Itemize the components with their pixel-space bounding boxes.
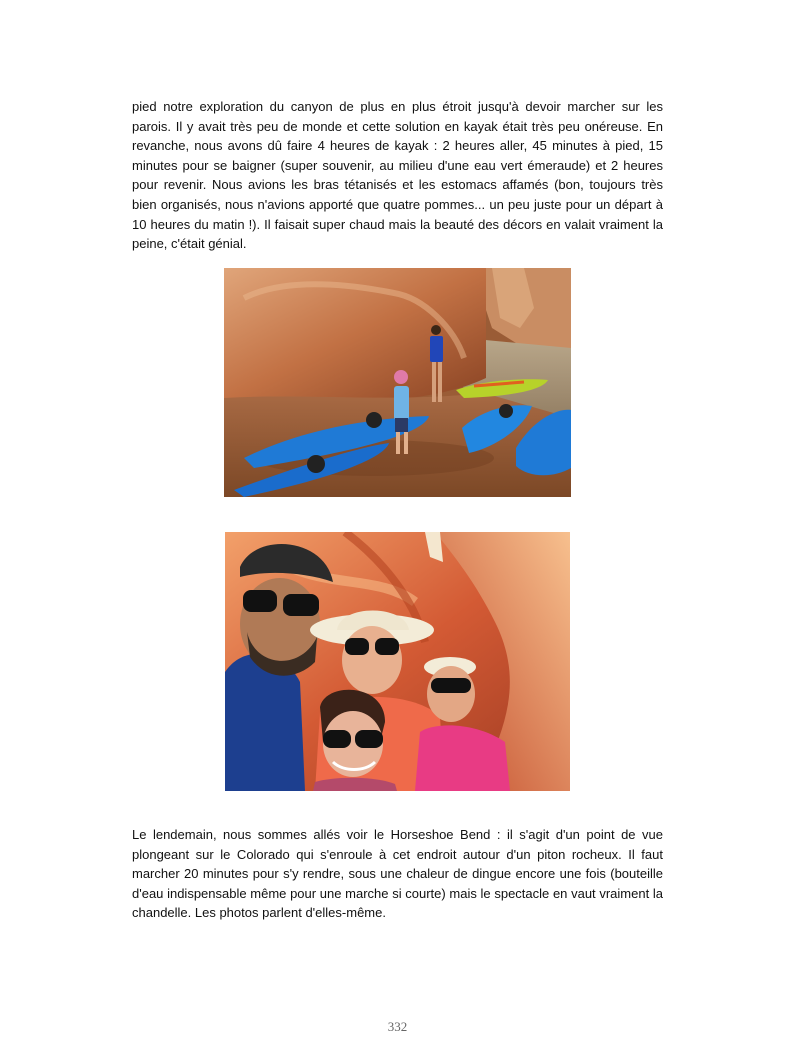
photo-family-selfie-antelope-canyon bbox=[225, 532, 570, 791]
body-paragraph-horseshoe-bend: Le lendemain, nous sommes allés voir le Horseshoe Bend : il s'agit d'un point de vue plongeant sur le Colorado qui s'enroule à cet endroit autour d'un piton rocheux. Il faut marcher 20 minutes pour s'y rendre, sous une chaleur de dingue encore une fois (bouteille d'eau indispensable même pour une marche si courte) mais le spectacle en vaut vraiment la chandelle. Les photos parlent d'elles-même. bbox=[132, 827, 663, 921]
photo-kayaks-in-canyon bbox=[224, 268, 571, 497]
body-paragraph-kayak: pied notre exploration du canyon de plus en plus étroit jusqu'à devoir marcher sur les parois. Il y avait très peu de monde et cette solution en kayak était très peu onéreuse. En revanche, nous avons dû faire 4 heures de kayak : 2 heures aller, 45 minutes à pied, 15 minutes pour se baigner (super souvenir, au milieu d'une eau vert émeraude) et 2 heures pour revenir. Nous avions les bras tétanisés et les estomacs affamés (bon, toujours très bien organisés, nous n'avions apporté que quatre pommes... un peu juste pour un départ à 10 heures du matin !). Il faisait super chaud mais la beauté des décors en valait vraiment la peine, c'était génial. bbox=[132, 99, 663, 252]
page-number: 332 bbox=[387, 1019, 408, 1034]
